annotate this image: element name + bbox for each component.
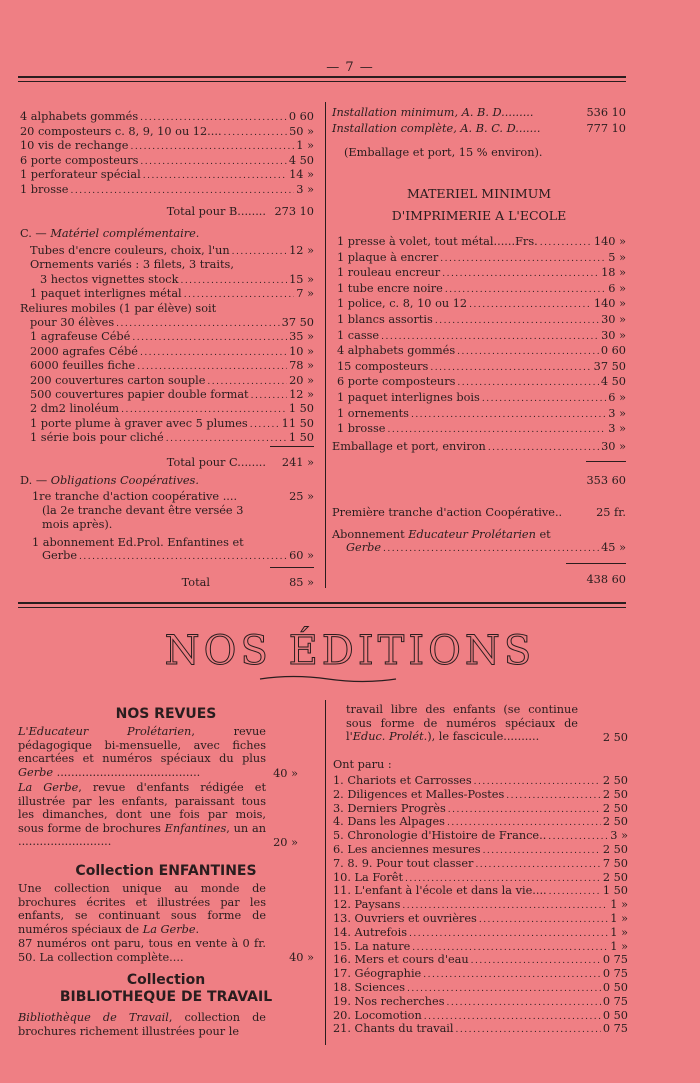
left-item-amount: 0 60	[288, 110, 314, 123]
leader-dots	[435, 315, 599, 328]
premiere-tranche-amount: 25 fr.	[596, 506, 626, 519]
total-c-amount: 241 »	[281, 456, 314, 469]
title-item-label: 17. Géographie	[333, 967, 422, 981]
section-c-item-label: 200 couvertures carton souple	[30, 373, 206, 387]
section-c-item-label: 2000 agrafes Cébé	[30, 344, 138, 358]
section-c-item-amount: 7 »	[296, 287, 314, 301]
section-c-item-label: Ornements variés : 3 filets, 3 traits,	[30, 258, 234, 272]
title-item-label: 3. Derniers Progrès	[333, 801, 446, 815]
title-item-row	[333, 843, 628, 858]
left-item-row	[20, 110, 314, 125]
leader-dots	[540, 237, 592, 250]
abonnement-line2	[346, 541, 626, 556]
title-item-label: 13. Ouvriers et ouvrières	[333, 912, 477, 925]
materiel-item-label: 1 blancs assortis	[337, 313, 433, 326]
title-item-amount: 1 »	[610, 912, 628, 925]
materiel-item-label: 1 plaque à encrer	[337, 250, 439, 264]
nos-revues-p2-amount: 20 »	[273, 836, 298, 849]
materiel-item-amount: 18 »	[601, 266, 626, 280]
leader-dots	[457, 346, 599, 359]
left-item-amount: 3 »	[296, 183, 314, 196]
section-c-item-label: 1 paquet interlignes métal	[30, 287, 182, 301]
middle-rule	[18, 602, 626, 604]
section-d-line1: 1re tranche d'action coopérative ....	[32, 490, 238, 503]
leader-dots	[132, 332, 287, 345]
nos-revues-heading: NOS REVUES	[115, 706, 217, 722]
bibliotheque-heading-2: BIBLIOTHEQUE DE TRAVAIL	[59, 989, 273, 1005]
section-c-item-amount: 11 50	[281, 416, 314, 430]
title-item-row	[333, 953, 628, 968]
nos-revues-p1-amount: 40 »	[273, 767, 298, 780]
title-item-amount: 2 50	[602, 787, 628, 801]
materiel-item-row	[337, 297, 626, 312]
right-top-label-1: Installation minimum, A. B. D.........	[332, 106, 534, 119]
section-c-item-label: 500 couvertures papier double format	[30, 388, 249, 401]
emballage-row	[332, 440, 626, 455]
section-c-item-label: 1 agrafeuse Cébé	[30, 330, 131, 344]
section-c-item-row	[30, 359, 314, 374]
materiel-item-row	[337, 282, 626, 297]
enfantines-p2: 87 numéros ont paru, tous en vente à 0 fr. 50. La collection complète....	[18, 937, 266, 964]
title-item-label: 2. Diligences et Malles-Postes	[333, 787, 505, 801]
section-d-line5	[42, 549, 314, 564]
c-total-rule	[270, 446, 314, 447]
ont-paru: Ont paru :	[333, 758, 392, 771]
materiel-item-row	[337, 360, 626, 375]
title-item-amount: 3 »	[610, 829, 628, 843]
materiel-item-row	[337, 313, 626, 328]
title-item-label: 4. Dans les Alpages	[333, 815, 445, 829]
right-top-label-2: Installation complète, A. B. C. D.......	[332, 122, 541, 135]
section-c-item-label: 1 porte plume à graver avec 5 plumes	[30, 416, 248, 430]
materiel-item-amount: 5 »	[608, 250, 626, 264]
title-item-amount: 1 50	[602, 884, 628, 898]
title-item-row	[333, 1009, 628, 1024]
materiel-item-row	[337, 235, 626, 250]
left-item-label: 4 alphabets gommés	[20, 110, 139, 123]
title-item-amount: 0 75	[602, 994, 628, 1008]
grand-total: 438 60	[586, 573, 626, 586]
title-item-amount: 2 50	[602, 815, 628, 829]
materiel-item-amount: 0 60	[600, 344, 626, 358]
section-d-name: Obligations Coopératives.	[50, 474, 199, 487]
leader-dots	[140, 347, 287, 360]
materiel-item-label: 1 police, c. 8, 10 ou 12	[337, 297, 468, 311]
title-item-row	[333, 802, 628, 817]
materiel-item-label: 1 tube encre noire	[337, 281, 443, 295]
left-item-label: 10 vis de rechange	[20, 139, 129, 153]
materiel-item-amount: 3 »	[608, 406, 626, 420]
section-c-item-row	[30, 431, 314, 446]
title-item-row	[333, 995, 628, 1010]
leader-dots	[411, 409, 606, 422]
title-item-amount: 0 50	[602, 1008, 628, 1022]
leader-dots	[140, 156, 286, 169]
grand-total-rule	[566, 563, 626, 564]
leader-dots	[482, 393, 606, 406]
materiel-item-label: 1 brosse	[337, 422, 386, 436]
left-item-row	[20, 139, 314, 154]
enfantines-amount: 40 »	[289, 951, 314, 964]
materiel-item-label: 15 composteurs	[337, 359, 429, 373]
leader-dots	[469, 299, 592, 312]
right-top-amount-1: 536 10	[586, 106, 626, 119]
section-c-item-row	[30, 402, 314, 417]
total-d-label: Total	[181, 576, 210, 589]
section-d-prefix: D. —	[20, 474, 48, 487]
title-item-label: 1. Chariots et Carrosses	[333, 774, 472, 787]
leader-dots	[388, 424, 607, 437]
leader-dots	[224, 127, 288, 140]
ornament-divider	[258, 674, 398, 684]
title-item-row	[333, 1022, 628, 1037]
section-c-item-label: 3 hectos vignettes stock	[40, 272, 179, 286]
leader-dots	[130, 141, 294, 154]
leader-dots	[79, 551, 287, 564]
leader-dots	[180, 275, 287, 288]
materiel-item-row	[337, 266, 626, 281]
leader-dots	[184, 289, 295, 302]
section-d-title	[20, 474, 199, 488]
right-col-intro-amount: 2 50	[602, 731, 628, 744]
title-item-amount: 1 »	[610, 925, 628, 939]
title-item-row	[333, 871, 628, 886]
leader-dots	[250, 419, 280, 432]
materiel-item-label: 1 casse	[337, 328, 380, 342]
left-item-label: 20 composteurs c. 8, 9, 10 ou 12....	[20, 124, 222, 138]
leader-dots	[121, 404, 287, 417]
section-d-line1-amount: 25 »	[289, 490, 314, 503]
title-item-label: 15. La nature	[333, 939, 411, 953]
right-col-intro: travail libre des enfants (se continue sous forme de numéros spéciaux de l'Educ. Prolét.), le fascicule..........	[346, 703, 578, 744]
section-c-item-row	[30, 258, 314, 273]
materiel-item-label: 4 alphabets gommés	[337, 344, 456, 358]
leader-dots	[140, 112, 287, 125]
materiel-item-label: 1 presse à volet, tout métal......Frs.	[337, 235, 538, 248]
subtotal-rule	[586, 461, 626, 462]
title-item-label: 7. 8. 9. Pour tout classer	[333, 856, 474, 870]
left-item-row	[20, 183, 314, 198]
section-c-item-label: Tubes d'encre couleurs, choix, l'un	[30, 244, 230, 257]
section-c-item-row	[30, 374, 314, 389]
materiel-item-row	[337, 375, 626, 390]
left-item-amount: 4 50	[288, 153, 314, 167]
title-item-label: 16. Mers et cours d'eau	[333, 953, 469, 967]
section-c-item-amount: 12 »	[289, 244, 314, 257]
title-item-row	[333, 774, 628, 789]
subtotal: 353 60	[586, 474, 626, 487]
left-item-label: 1 brosse	[20, 183, 69, 196]
abonnement-amount: 45 »	[601, 541, 626, 554]
title-item-row	[333, 898, 628, 913]
total-c-label: Total pour C........	[166, 456, 266, 469]
d-total-rule	[270, 567, 314, 568]
leader-dots	[488, 442, 599, 455]
materiel-item-label: 1 ornements	[337, 406, 409, 420]
materiel-item-amount: 3 »	[608, 422, 626, 436]
leader-dots	[232, 246, 287, 259]
title-item-label: 21. Chants du travail	[333, 1022, 454, 1036]
title-item-label: 20. Locomotion	[333, 1008, 422, 1022]
section-c-item-label: 6000 feuilles fiche	[30, 359, 136, 373]
leader-dots	[116, 318, 280, 331]
title-item-row	[333, 829, 628, 844]
materiel-item-amount: 30 »	[601, 328, 626, 342]
section-c-item-amount: 37 50	[281, 316, 314, 329]
section-c-item-row	[30, 244, 314, 259]
section-d-line5-label: Gerbe	[42, 549, 78, 562]
section-c-item-amount: 78 »	[289, 359, 314, 373]
materiel-item-amount: 140 »	[593, 235, 626, 248]
materiel-item-amount: 4 50	[600, 375, 626, 389]
middle-rule-thin	[18, 607, 626, 608]
title-item-row	[333, 926, 628, 941]
leader-dots	[251, 390, 288, 403]
materiel-item-amount: 6 »	[608, 281, 626, 295]
leader-dots	[457, 377, 598, 390]
left-item-amount: 14 »	[289, 168, 314, 182]
total-d-amount: 85 »	[289, 576, 314, 589]
column-divider-bottom	[325, 700, 326, 1045]
section-c-item-label: 2 dm2 linoléum	[30, 402, 120, 416]
title-item-label: 5. Chronologie d'Histoire de France..	[333, 829, 547, 843]
title-item-row	[333, 815, 628, 830]
title-item-amount: 1 »	[610, 939, 628, 953]
shipping-note: (Emballage et port, 15 % environ).	[344, 146, 543, 159]
left-item-row	[20, 168, 314, 183]
materiel-title-2: D'IMPRIMERIE A L'ECOLE	[391, 208, 567, 223]
title-item-amount: 2 50	[602, 843, 628, 856]
materiel-item-row	[337, 251, 626, 266]
abonnement-line1: Abonnement Educateur Prolétarien et	[332, 528, 551, 541]
materiel-item-label: 1 rouleau encreur	[337, 266, 441, 280]
materiel-item-row	[337, 391, 626, 406]
materiel-item-label: 1 paquet interlignes bois	[337, 391, 480, 404]
section-c-item-amount: 1 50	[288, 402, 314, 416]
editions-title: NOS ÉDITIONS	[164, 628, 536, 674]
section-c-item-label: pour 30 élèves	[30, 316, 115, 329]
section-c-item-label: 1 série bois pour cliché	[30, 431, 164, 445]
title-item-row	[333, 788, 628, 803]
section-c-item-row	[40, 273, 314, 288]
nos-revues-p2: La Gerbe, revue d'enfants rédigée et illustrée par les enfants, paraissant tous les dimanches, dont une fois par mois, sous forme de brochures Enfantines, un an ..........................	[18, 781, 266, 849]
left-item-row	[20, 125, 314, 140]
materiel-item-amount: 6 »	[608, 391, 626, 404]
title-item-row	[333, 884, 628, 899]
leader-dots	[143, 170, 287, 183]
section-c-item-amount: 35 »	[289, 330, 314, 344]
leader-dots	[440, 253, 606, 266]
bibliotheque-heading-1: Collection	[126, 972, 206, 988]
column-divider-top	[325, 102, 326, 588]
section-d-line5-amount: 60 »	[289, 549, 314, 562]
title-item-amount: 0 75	[602, 953, 628, 967]
title-item-label: 12. Paysans	[333, 898, 401, 912]
section-c-item-amount: 10 »	[289, 344, 314, 358]
section-c-item-amount: 20 »	[289, 373, 314, 387]
leader-dots	[166, 433, 287, 446]
section-d-line4: 1 abonnement Ed.Prol. Enfantines et	[32, 536, 244, 549]
section-c-item-row	[20, 302, 314, 317]
left-item-label: 1 perforateur spécial	[20, 168, 141, 182]
title-item-label: 6. Les anciennes mesures	[333, 843, 481, 856]
bibliotheque-p: Bibliothèque de Travail, collection de brochures richement illustrées pour le	[18, 1011, 266, 1038]
section-c-item-label: Reliures mobiles (1 par élève) soit	[20, 301, 217, 315]
title-item-row	[333, 857, 628, 872]
title-item-amount: 0 50	[602, 981, 628, 994]
materiel-item-label: 6 porte composteurs	[337, 375, 456, 389]
title-item-amount: 2 50	[602, 801, 628, 815]
section-c-item-row	[30, 330, 314, 345]
premiere-tranche-label: Première tranche d'action Coopérative..	[332, 506, 563, 519]
section-d-line2: (la 2e tranche devant être versée 3	[42, 504, 244, 517]
right-top-row-1	[332, 106, 626, 121]
left-item-label: 6 porte composteurs	[20, 153, 139, 167]
leader-dots	[381, 331, 599, 344]
leader-dots	[383, 543, 599, 556]
right-top-row-2	[332, 122, 626, 137]
leader-dots	[71, 185, 295, 198]
title-item-label: 14. Autrefois	[333, 925, 408, 939]
section-c-item-row	[30, 388, 314, 403]
page-number: — 7 —	[326, 60, 374, 75]
title-item-amount: 0 75	[602, 1022, 628, 1036]
top-rule-thin	[18, 81, 626, 82]
materiel-item-row	[337, 407, 626, 422]
section-d-line3: mois après).	[42, 518, 113, 531]
enfantines-heading: Collection ENFANTINES	[75, 863, 257, 879]
section-c-item-amount: 12 »	[289, 388, 314, 401]
title-item-amount: 7 50	[602, 856, 628, 870]
materiel-title-1: MATERIEL MINIMUM	[406, 186, 552, 201]
title-item-row	[333, 912, 628, 927]
materiel-item-row	[337, 344, 626, 359]
nos-revues-p1: L'Educateur Prolétarien, revue pédagogique bi-mensuelle, avec fiches encartées et numéros spéciaux du plus Gerbe ........................................	[18, 725, 266, 779]
emballage-label: Emballage et port, environ	[332, 440, 486, 453]
leader-dots	[137, 361, 287, 374]
title-item-row	[333, 940, 628, 955]
title-item-amount: 1 »	[610, 898, 628, 912]
title-item-row	[333, 967, 628, 982]
materiel-item-amount: 30 »	[601, 313, 626, 326]
materiel-item-row	[337, 422, 626, 437]
premiere-tranche-row	[332, 506, 626, 521]
title-item-label: 11. L'enfant à l'école et dans la vie....	[333, 884, 547, 898]
materiel-item-amount: 37 50	[593, 359, 626, 373]
materiel-item-row	[337, 329, 626, 344]
section-c-name: Matériel complémentaire.	[50, 227, 200, 240]
title-item-amount: 2 50	[602, 774, 628, 787]
title-item-label: 10. La Forêt	[333, 870, 404, 884]
section-c-item-row	[30, 316, 314, 331]
title-item-label: 19. Nos recherches	[333, 994, 445, 1008]
top-rule	[18, 76, 626, 78]
left-item-amount: 50 »	[289, 124, 314, 138]
title-item-amount: 0 75	[602, 967, 628, 981]
section-c-item-row	[30, 287, 314, 302]
left-item-row	[20, 154, 314, 169]
section-c-title	[20, 227, 199, 241]
title-item-label: 18. Sciences	[333, 981, 406, 994]
leader-dots	[442, 268, 599, 281]
section-c-item-row	[30, 417, 314, 432]
right-top-amount-2: 777 10	[586, 122, 626, 135]
leader-dots	[207, 376, 287, 389]
leader-dots	[430, 362, 591, 375]
title-item-row	[333, 981, 628, 996]
emballage-amount: 30 »	[601, 440, 626, 453]
section-c-item-amount: 1 50	[288, 431, 314, 445]
section-c-prefix: C. —	[20, 227, 47, 240]
left-item-amount: 1 »	[296, 139, 314, 153]
leader-dots	[456, 1024, 601, 1037]
materiel-item-amount: 140 »	[593, 297, 626, 311]
title-item-amount: 2 50	[602, 870, 628, 884]
section-c-item-amount: 15 »	[289, 272, 314, 286]
enfantines-p: Une collection unique au monde de brochures écrites et illustrées par les enfants, se continuant sous forme de numéros spéciaux de La Gerbe.	[18, 882, 266, 936]
section-c-item-row	[30, 345, 314, 360]
total-b-label: Total pour B........	[166, 205, 266, 218]
abonnement-label: Gerbe	[346, 541, 382, 554]
leader-dots	[445, 284, 606, 297]
total-b-amount: 273 10	[274, 205, 314, 218]
